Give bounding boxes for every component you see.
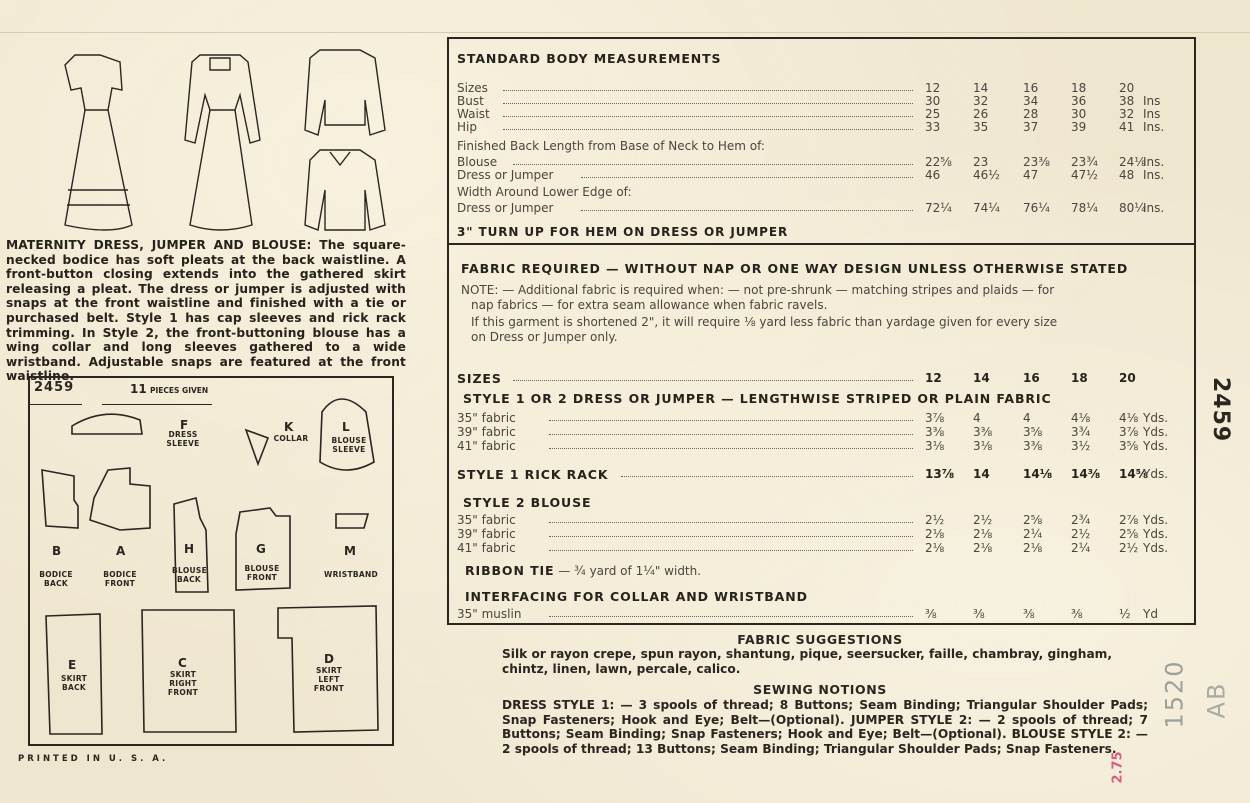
cell-value: 18 xyxy=(1071,371,1088,385)
row-label: 41" fabric xyxy=(457,439,516,453)
pieces-pattern-number: 2459 xyxy=(34,380,75,395)
cell-value: 4⅛ xyxy=(1071,411,1091,425)
cell-value: 14⅛ xyxy=(1023,467,1053,481)
cell-value: 12 xyxy=(925,81,941,95)
interfacing-row xyxy=(457,607,1185,620)
dot-leader xyxy=(503,103,913,104)
cell-value: 41 xyxy=(1119,120,1135,134)
cell-value: 14⅜ xyxy=(1071,467,1101,481)
dot-leader xyxy=(549,550,913,551)
blouse-front-illustration xyxy=(305,150,385,230)
piece-name-l: BLOUSE SLEEVE xyxy=(331,436,367,454)
cell-value: 3½ xyxy=(1071,439,1091,453)
dot-leader xyxy=(549,522,913,523)
piece-shape-l xyxy=(320,399,374,470)
stamp-number: 1520 xyxy=(1160,659,1189,729)
row-label: STYLE 1 RICK RACK xyxy=(457,467,609,482)
cell-value: 3⅝ xyxy=(1119,439,1139,453)
cell-value: 32 xyxy=(973,94,989,108)
cell-value: 35 xyxy=(973,120,989,134)
blouse-fabric-row xyxy=(457,527,1185,540)
unit-label: Ins. xyxy=(1143,201,1165,215)
measurement-row xyxy=(457,107,1185,120)
row-label: Bust xyxy=(457,94,484,108)
piece-shape-k xyxy=(246,430,268,464)
cell-value: 2⅛ xyxy=(973,541,993,555)
interfacing-title: INTERFACING FOR COLLAR AND WRISTBAND xyxy=(465,589,808,604)
cell-value: 2⅛ xyxy=(925,527,945,541)
measurement-row xyxy=(457,81,1185,94)
cell-value: 26 xyxy=(973,107,989,121)
unit-label: Yds. xyxy=(1143,513,1169,527)
printed-in-usa: PRINTED IN U. S. A. xyxy=(18,754,169,764)
cell-value: ⅜ xyxy=(1071,607,1083,621)
unit-label: Yds. xyxy=(1143,541,1169,555)
piece-name-c: SKIRT RIGHT FRONT xyxy=(167,670,199,697)
cell-value: 3⅝ xyxy=(1023,425,1043,439)
width-heading: Width Around Lower Edge of: xyxy=(457,185,632,199)
measurement-row xyxy=(457,94,1185,107)
cell-value: 2¼ xyxy=(1071,541,1091,555)
cell-value: 72¼ xyxy=(925,201,952,215)
cell-value: 3⅛ xyxy=(973,439,993,453)
cell-value: 24⅛ xyxy=(1119,155,1146,169)
cell-value: 74¼ xyxy=(973,201,1000,215)
cell-value: 46½ xyxy=(973,168,1000,182)
blouse-title: STYLE 2 BLOUSE xyxy=(463,495,592,510)
unit-label: Ins. xyxy=(1143,155,1165,169)
cell-value: 47½ xyxy=(1071,168,1098,182)
cell-value: 14⅝ xyxy=(1119,467,1149,481)
row-label: Waist xyxy=(457,107,490,121)
description-body: The square-necked bodice has soft pleats at the back waistline. A front-button closing extends into the gathered skirt releasing a pleat. The dress or jumper is adjusted with snaps at the front waistline and finished with a tie or purchased belt. Style 1 has cap sleeves and rick rack trimming. In Style 2, the front-buttoning blouse has a wing collar and long sleeves gathered to a wide wristband. Adjustable snaps are featured at the front waistline. xyxy=(6,238,406,384)
cell-value: 12 xyxy=(925,371,942,385)
cell-value: 3⅜ xyxy=(973,425,993,439)
piece-shape-f xyxy=(72,414,142,434)
unit-label: Yds. xyxy=(1143,425,1169,439)
row-label: Dress or Jumper xyxy=(457,168,554,182)
piece-letter-c: C xyxy=(178,656,187,670)
ribbon-tie-text: — ¾ yard of 1¼" width. xyxy=(554,564,702,578)
fabric-suggestions xyxy=(490,632,1150,697)
cell-value: 2⅛ xyxy=(925,541,945,555)
cell-value: 46 xyxy=(925,168,941,182)
style12-fabric-row xyxy=(457,411,1185,424)
cell-value: ⅜ xyxy=(925,607,937,621)
cell-value: 33 xyxy=(925,120,941,134)
cell-value: 3⅞ xyxy=(1119,425,1139,439)
cell-value: 22⅝ xyxy=(925,155,952,169)
cell-value: 4⅛ xyxy=(1119,411,1139,425)
style12-fabric-row xyxy=(457,439,1185,452)
dot-leader xyxy=(549,420,913,421)
cell-value: 3⅛ xyxy=(925,439,945,453)
row-label: 41" fabric xyxy=(457,541,516,555)
cell-value: 3⅜ xyxy=(1023,439,1043,453)
cell-value: 47 xyxy=(1023,168,1039,182)
dot-leader xyxy=(513,164,913,165)
ribbon-tie-label: RIBBON TIE xyxy=(465,563,555,578)
cell-value: 16 xyxy=(1023,81,1039,95)
cell-value: 76¼ xyxy=(1023,201,1050,215)
piece-name-b: BODICE BACK xyxy=(39,570,73,588)
cell-value: 2¾ xyxy=(1071,513,1091,527)
dot-leader xyxy=(549,536,913,537)
rickrack-row xyxy=(457,467,1185,480)
piece-letter-k: K xyxy=(284,420,294,434)
stamp-letters: AB xyxy=(1202,681,1231,719)
cell-value: 2⅝ xyxy=(1023,513,1043,527)
cell-value: 2½ xyxy=(973,513,993,527)
back-length-row xyxy=(457,155,1185,168)
blouse-fabric-row xyxy=(457,541,1185,554)
cell-value: 30 xyxy=(1071,107,1087,121)
dot-leader xyxy=(581,210,913,211)
row-label: 39" fabric xyxy=(457,425,516,439)
cell-value: 39 xyxy=(1071,120,1087,134)
piece-letter-h: H xyxy=(184,542,195,556)
cell-value: 2⅛ xyxy=(1023,541,1043,555)
top-fold-line xyxy=(0,32,1250,33)
cell-value: 2½ xyxy=(925,513,945,527)
measurement-row xyxy=(457,120,1185,133)
cell-value: 20 xyxy=(1119,371,1136,385)
fabric-suggestions-title: FABRIC SUGGESTIONS xyxy=(737,632,903,647)
cell-value: 20 xyxy=(1119,81,1135,95)
dot-leader xyxy=(549,616,913,617)
cell-value: 4 xyxy=(973,411,981,425)
cell-value: 78¼ xyxy=(1071,201,1098,215)
unit-label: Ins. xyxy=(1143,120,1165,134)
ribbon-tie xyxy=(465,563,701,578)
fabric-required-title: FABRIC REQUIRED — WITHOUT NAP OR ONE WAY DESIGN UNLESS OTHERWISE STATED xyxy=(461,261,1129,276)
cell-value: 38 xyxy=(1119,94,1135,108)
description-heading: MATERNITY DRESS, JUMPER AND BLOUSE: xyxy=(6,238,312,252)
row-label: SIZES xyxy=(457,371,502,386)
cell-value: 2½ xyxy=(1119,541,1139,555)
row-label: Sizes xyxy=(457,81,488,95)
piece-letter-m: M xyxy=(344,544,356,558)
cell-value: 3¾ xyxy=(1071,425,1091,439)
dot-leader xyxy=(513,380,913,381)
width-row xyxy=(457,201,1185,214)
row-label: 39" fabric xyxy=(457,527,516,541)
cell-value: 16 xyxy=(1023,371,1040,385)
jumper-style-2-illustration xyxy=(185,55,260,230)
pieces-count: 11 xyxy=(130,382,147,396)
cell-value: 2⅛ xyxy=(973,527,993,541)
cell-value: 14 xyxy=(973,467,990,481)
cell-value: ½ xyxy=(1119,607,1131,621)
style12-fabric-row xyxy=(457,425,1185,438)
fabric-suggestions-text: Silk or rayon crepe, spun rayon, shantung, pique, seersucker, faille, chambray, gingham, chintz, linen, lawn, percale, calico. xyxy=(502,647,1113,676)
unit-label: Yds. xyxy=(1143,467,1169,481)
piece-name-e: SKIRT BACK xyxy=(60,674,88,692)
cell-value: 3⅜ xyxy=(925,425,945,439)
section-divider xyxy=(449,243,1194,245)
unit-label: Ins xyxy=(1143,94,1161,108)
cell-value: 80¼ xyxy=(1119,201,1146,215)
cell-value: 34 xyxy=(1023,94,1039,108)
side-pattern-number: 2459 xyxy=(1208,377,1233,443)
piece-name-f: DRESS SLEEVE xyxy=(166,430,200,448)
back-length-row xyxy=(457,168,1185,181)
cell-value: 30 xyxy=(925,94,941,108)
unit-label: Yds. xyxy=(1143,439,1169,453)
cell-value: 2½ xyxy=(1071,527,1091,541)
sewing-notions-text: DRESS STYLE 1: — 3 spools of thread; 8 Buttons; Seam Binding; Triangular Shoulder Pads; Snap Fasteners; Hook and Eye; Belt—(Optional). JUMPER STYLE 2: — 2 spools of thread; 7 Buttons; Seam Binding; Snap Fasteners; Hook and Eye; Belt—(Optional). BLOUSE STYLE 2: — 2 spools of thread; 13 Buttons; Seam Binding; Triangular Shoulder Pads; Snap Fasteners. xyxy=(502,698,1148,756)
cell-value: 32 xyxy=(1119,107,1135,121)
piece-name-h: BLOUSE BACK xyxy=(172,566,208,584)
piece-name-k: COLLAR xyxy=(273,434,309,443)
dot-leader xyxy=(549,434,913,435)
blouse-back-illustration xyxy=(305,50,385,135)
cell-value: 14 xyxy=(973,371,990,385)
dot-leader xyxy=(581,177,913,178)
row-label: Blouse xyxy=(457,155,498,169)
cell-value: 25 xyxy=(925,107,941,121)
dress-style-1-illustration xyxy=(65,55,132,230)
fabric-note-line-1: NOTE: — Additional fabric is required when: — not pre-shrunk — matching stripes and plaids — for xyxy=(461,283,1055,297)
piece-name-m: WRISTBAND xyxy=(324,570,379,579)
piece-name-d: SKIRT LEFT FRONT xyxy=(313,666,345,693)
cell-value: 36 xyxy=(1071,94,1087,108)
cell-value: ⅜ xyxy=(973,607,985,621)
row-label: 35" muslin xyxy=(457,607,522,621)
cell-value: 13⅞ xyxy=(925,467,955,481)
piece-letter-a: A xyxy=(116,544,126,558)
piece-shape-a xyxy=(90,468,150,530)
cell-value: 2¼ xyxy=(1023,527,1043,541)
cell-value: 2⅞ xyxy=(1119,513,1139,527)
sewing-notions-title: SEWING NOTIONS xyxy=(753,682,887,697)
cell-value: 48 xyxy=(1119,168,1135,182)
row-label: Hip xyxy=(457,120,477,134)
unit-label: Yds. xyxy=(1143,411,1169,425)
back-length-heading: Finished Back Length from Base of Neck to Hem of: xyxy=(457,139,765,153)
price-stamp: 2.75 xyxy=(1110,751,1126,784)
hem-note: 3" TURN UP FOR HEM ON DRESS OR JUMPER xyxy=(457,225,789,239)
piece-name-a: BODICE FRONT xyxy=(103,570,137,588)
cell-value: 3⅞ xyxy=(925,411,945,425)
cell-value: 28 xyxy=(1023,107,1039,121)
fabric-note-line-3: If this garment is shortened 2", it will require ⅛ yard less fabric than yardage given for every size xyxy=(471,315,1058,329)
piece-letter-d: D xyxy=(324,652,334,666)
cell-value: 37 xyxy=(1023,120,1039,134)
piece-letter-b: B xyxy=(52,544,62,558)
unit-label: Yd xyxy=(1143,607,1158,621)
cell-value: 23⅜ xyxy=(1023,155,1050,169)
pieces-count-label: PIECES GIVEN xyxy=(150,386,209,395)
style12-title: STYLE 1 OR 2 DRESS OR JUMPER — LENGTHWISE STRIPED OR PLAIN FABRIC xyxy=(463,391,1052,406)
piece-letter-l: L xyxy=(342,420,350,434)
cell-value: 4 xyxy=(1023,411,1031,425)
fabric-sizes-row xyxy=(457,371,1185,384)
fabric-note-line-2: nap fabrics — for extra seam allowance when fabric ravels. xyxy=(471,298,828,312)
measurements-title: STANDARD BODY MEASUREMENTS xyxy=(457,51,722,66)
garment-illustrations xyxy=(20,40,420,240)
fabric-note-line-4: on Dress or Jumper only. xyxy=(471,330,618,344)
dot-leader xyxy=(621,476,913,477)
cell-value: 18 xyxy=(1071,81,1087,95)
row-label: Dress or Jumper xyxy=(457,201,554,215)
cell-value: 23¾ xyxy=(1071,155,1098,169)
row-label: 35" fabric xyxy=(457,411,516,425)
cell-value: 23 xyxy=(973,155,989,169)
piece-letter-e: E xyxy=(68,658,77,672)
cell-value: ⅜ xyxy=(1023,607,1035,621)
dot-leader xyxy=(503,116,913,117)
row-label: 35" fabric xyxy=(457,513,516,527)
dot-leader xyxy=(503,90,913,91)
unit-label: Yds. xyxy=(1143,527,1169,541)
dot-leader xyxy=(503,129,913,130)
pattern-pieces-box xyxy=(28,376,394,746)
piece-shape-b xyxy=(42,470,78,528)
piece-letter-f: F xyxy=(180,418,189,432)
unit-label: Ins. xyxy=(1143,168,1165,182)
piece-name-g: BLOUSE FRONT xyxy=(244,564,280,582)
pattern-description xyxy=(6,238,406,384)
blouse-fabric-row xyxy=(457,513,1185,526)
cell-value: 14 xyxy=(973,81,989,95)
piece-shape-m xyxy=(336,514,368,528)
unit-label: Ins xyxy=(1143,107,1161,121)
cell-value: 2⅝ xyxy=(1119,527,1139,541)
piece-letter-g: G xyxy=(256,542,266,556)
measurements-and-fabric-box xyxy=(447,37,1196,625)
dot-leader xyxy=(549,448,913,449)
